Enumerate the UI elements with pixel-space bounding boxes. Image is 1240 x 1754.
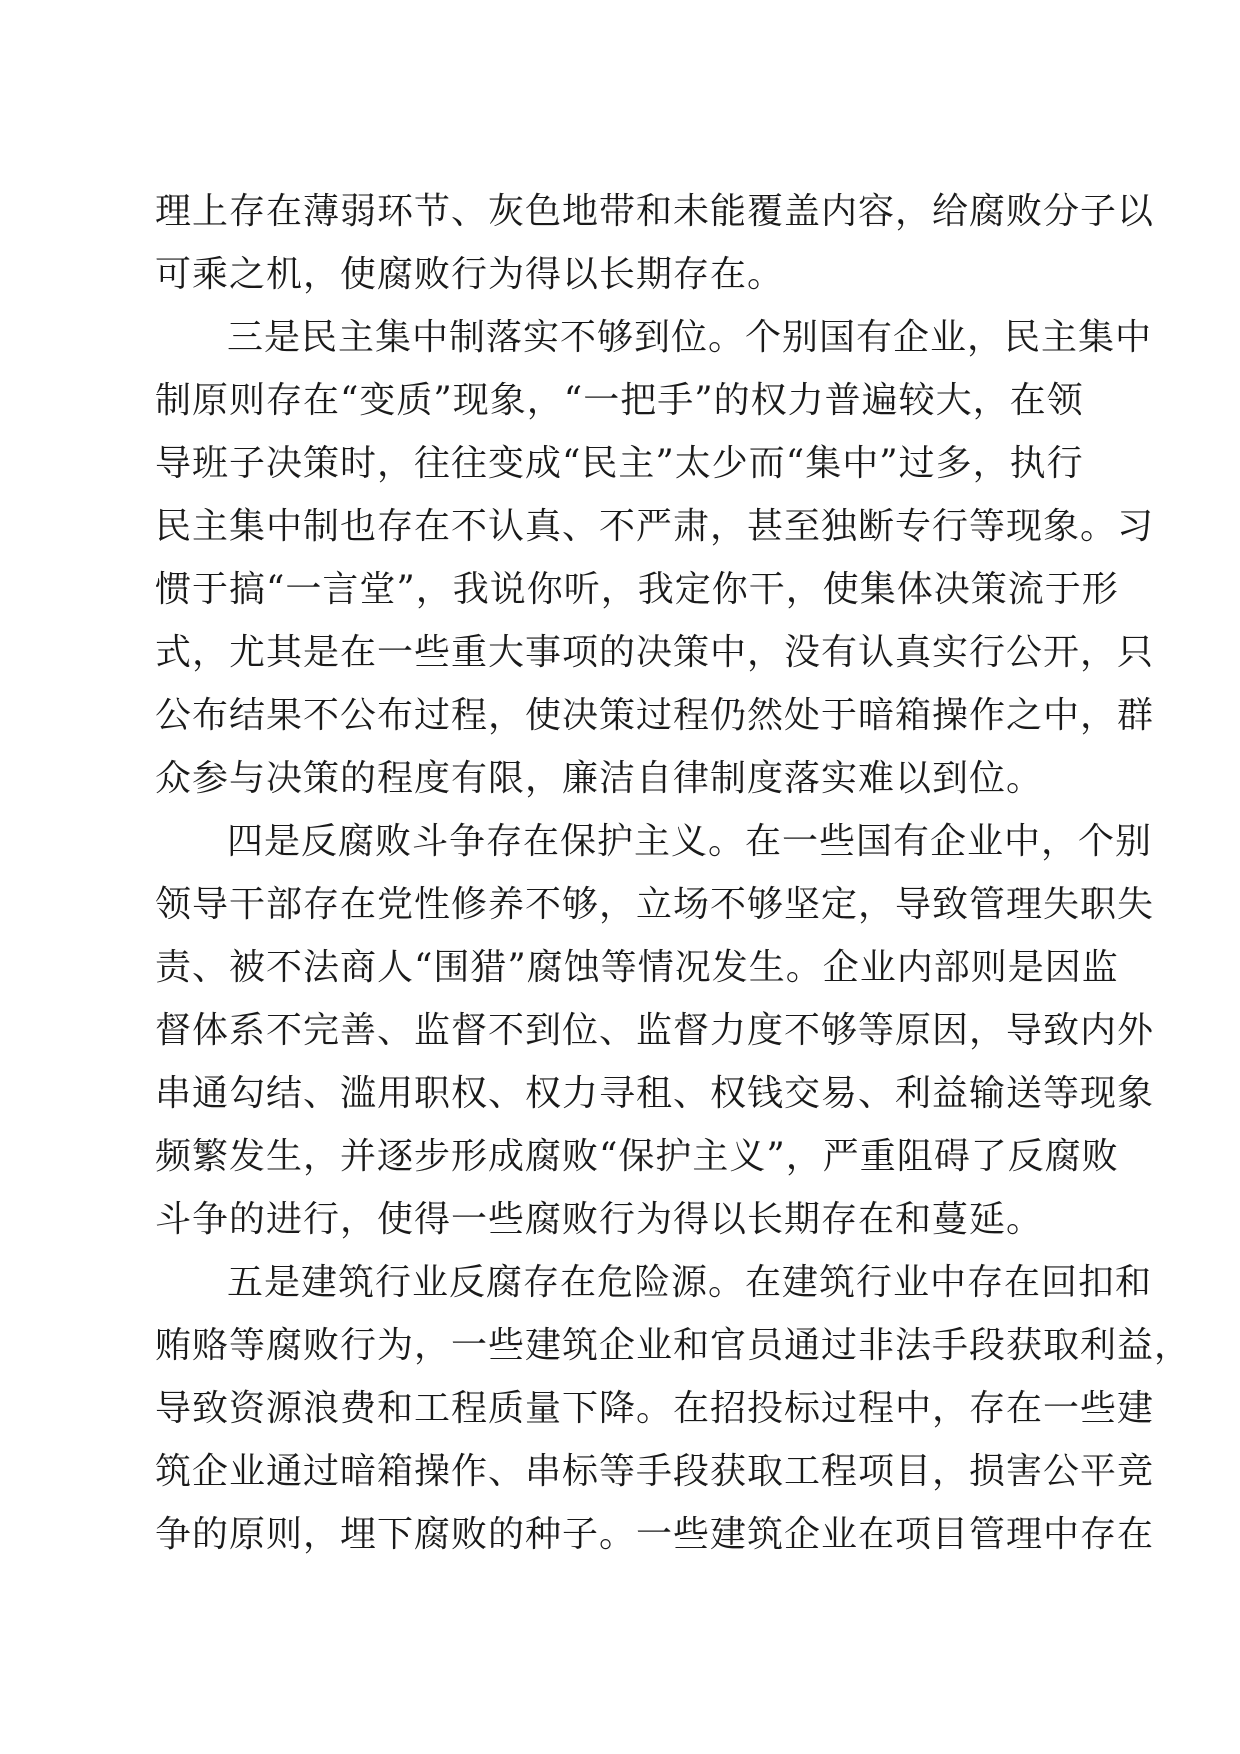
text-line: 责、被不法商人“围猎”腐蚀等情况发生。企业内部则是因监 [155, 947, 1119, 988]
text-line: 导致资源浪费和工程质量下降。在招投标过程中，存在一些建 [155, 1388, 1155, 1429]
text-line: 三是民主集中制落实不够到位。个别国有企业，民主集中 [227, 317, 1153, 358]
text-line: 争的原则，埋下腐败的种子。一些建筑企业在项目管理中存在 [155, 1514, 1155, 1555]
text-line: 领导干部存在党性修养不够，立场不够坚定，导致管理失职失 [155, 884, 1155, 925]
text-line: 导班子决策时，往往变成“民主”太少而“集中”过多，执行 [155, 443, 1084, 484]
text-line: 制原则存在“变质”现象，“一把手”的权力普遍较大，在领 [155, 380, 1084, 421]
text-line: 四是反腐败斗争存在保护主义。在一些国有企业中，个别 [227, 821, 1153, 862]
text-line: 公布结果不公布过程，使决策过程仍然处于暗箱操作之中，群 [155, 695, 1155, 736]
text-line: 频繁发生，并逐步形成腐败“保护主义”，严重阻碍了反腐败 [155, 1136, 1119, 1177]
text-line: 筑企业通过暗箱操作、串标等手段获取工程项目，损害公平竞 [155, 1451, 1155, 1492]
text-line: 贿赂等腐败行为，一些建筑企业和官员通过非法手段获取利益， [155, 1325, 1192, 1366]
body-text [155, 180, 1192, 1566]
text-line: 五是建筑行业反腐存在危险源。在建筑行业中存在回扣和 [227, 1262, 1153, 1303]
text-line: 理上存在薄弱环节、灰色地带和未能覆盖内容，给腐败分子以 [155, 191, 1155, 232]
text-line: 斗争的进行，使得一些腐败行为得以长期存在和蔓延。 [155, 1199, 1044, 1240]
text-line: 串通勾结、滥用职权、权力寻租、权钱交易、利益输送等现象 [155, 1073, 1155, 1114]
paragraph-protectionism [155, 810, 1155, 1251]
text-line: 民主集中制也存在不认真、不严肃，甚至独断专行等现象。习 [155, 506, 1155, 547]
text-line: 督体系不完善、监督不到位、监督力度不够等原因，导致内外 [155, 1010, 1155, 1051]
paragraph-democratic-centralism [155, 306, 1155, 810]
text-line: 式，尤其是在一些重大事项的决策中，没有认真实行公开，只 [155, 632, 1155, 673]
text-line: 可乘之机，使腐败行为得以长期存在。 [155, 254, 785, 295]
text-line: 众参与决策的程度有限，廉洁自律制度落实难以到位。 [155, 758, 1044, 799]
text-line: 惯于搞“一言堂”，我说你听，我定你干，使集体决策流于形 [155, 569, 1119, 610]
paragraph-continuation [155, 180, 1155, 306]
paragraph-construction-industry [155, 1251, 1192, 1566]
